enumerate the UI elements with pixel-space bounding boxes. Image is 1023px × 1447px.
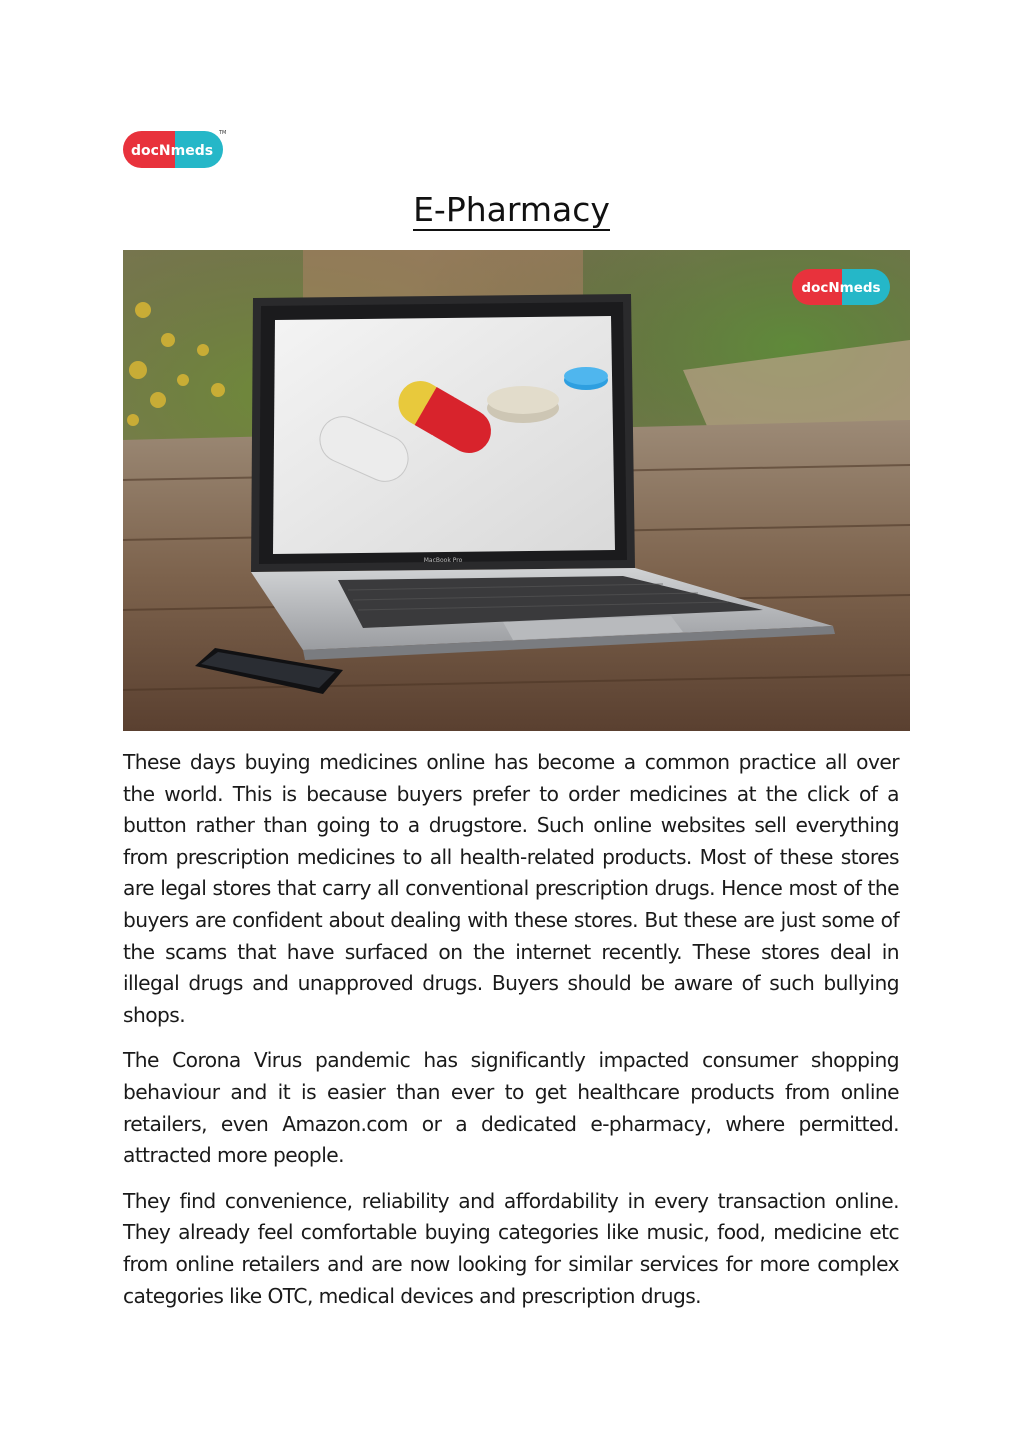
svg-text:docNmeds [131, 143, 213, 159]
article-body [123, 747, 899, 1326]
brand-logo [123, 128, 229, 170]
photo-logo-text-meds: meds [839, 280, 881, 296]
logo-text-n: N [158, 143, 171, 159]
page-title [0, 188, 1023, 232]
photo-brand-logo [792, 267, 894, 307]
trademark-mark: TM [219, 130, 227, 136]
svg-text:docNmeds [801, 280, 880, 296]
photo-logo-text-n: N [828, 280, 840, 296]
photo-logo-text-doc: doc [801, 280, 829, 296]
hero-photo [123, 250, 910, 731]
laptop-label: MacBook Pro [423, 557, 463, 564]
paragraph-3: They find convenience, reliability and affordability in every transaction online. They already feel comfortable buying categories like music, food, medicine etc from online retailers and are now looking for similar services for more complex categories like OTC, medical devices and prescription drugs. [123, 1188, 899, 1308]
paragraph-1: These days buying medicines online has become a common practice all over the world. This is because buyers prefer to order medicines at the click of a button rather than going to a drugstore. Such online websites sell everything from prescription medicines to all health-related products. Most of these stores are legal stores that carry all conventional prescription drugs. Hence most of the buyers are confident about dealing with these stores. But these are just some of the scams that have surfaced on the internet recently. These stores deal in illegal drugs and unapproved drugs. Buyers should be aware of such bullying shops. [123, 750, 899, 1027]
page-title-text: E-Pharmacy [413, 190, 610, 229]
logo-text-doc: doc [130, 143, 159, 159]
paragraph-2: The Corona Virus pandemic has significantly impacted consumer shopping behaviour and it is easier than ever to get healthcare products from online retailers, even Amazon.com or a dedicated e-pharmacy, where permitted. attracted more people. [123, 1048, 899, 1168]
logo-text-meds: meds [170, 143, 214, 159]
